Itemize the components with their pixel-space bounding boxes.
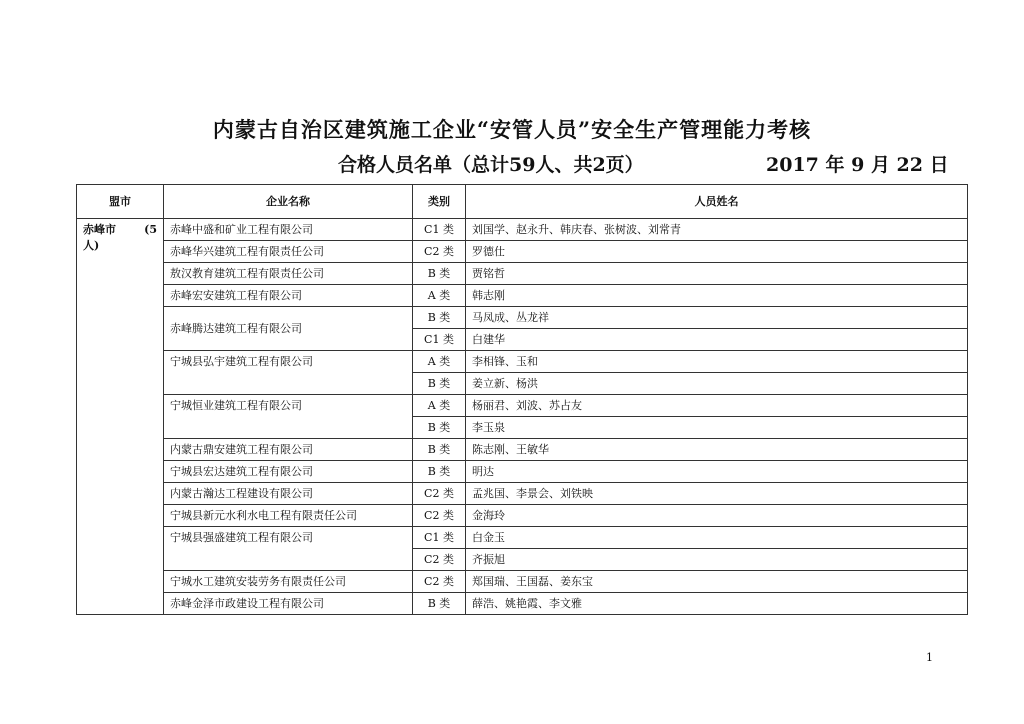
personnel-table — [76, 184, 968, 615]
table-row — [77, 483, 968, 505]
type-cell: C1 类 — [413, 219, 466, 241]
table-row — [77, 439, 968, 461]
type-cell: C2 类 — [413, 571, 466, 593]
type-cell: C2 类 — [413, 241, 466, 263]
company-cell: 内蒙古鼎安建筑工程有限公司 — [164, 439, 413, 461]
type-cell: B 类 — [413, 461, 466, 483]
city-suffix: 人) — [83, 239, 100, 252]
names-cell: 白金玉 — [466, 527, 968, 549]
names-cell: 陈志刚、王敏华 — [466, 439, 968, 461]
table-row — [77, 241, 968, 263]
header-names: 人员姓名 — [466, 185, 968, 219]
company-cell: 赤峰华兴建筑工程有限责任公司 — [164, 241, 413, 263]
company-cell: 敖汉教育建筑工程有限责任公司 — [164, 263, 413, 285]
table-header-row — [77, 185, 968, 219]
type-cell: A 类 — [413, 285, 466, 307]
table-row — [77, 527, 968, 549]
company-cell: 宁城县新元水利水电工程有限责任公司 — [164, 505, 413, 527]
type-cell: C1 类 — [413, 527, 466, 549]
table-row — [77, 285, 968, 307]
table-row — [77, 395, 968, 417]
table-body — [77, 219, 968, 615]
names-cell: 贾铭哲 — [466, 263, 968, 285]
document-date: 2017 年 9 月 22 日 — [766, 154, 949, 176]
table-row — [77, 307, 968, 329]
type-cell: C2 类 — [413, 549, 466, 571]
type-cell: C1 类 — [413, 329, 466, 351]
names-cell: 罗德仕 — [466, 241, 968, 263]
names-cell: 郑国瑞、王国磊、姜东宝 — [466, 571, 968, 593]
type-cell: B 类 — [413, 439, 466, 461]
type-cell: C2 类 — [413, 483, 466, 505]
company-cell: 赤峰宏安建筑工程有限公司 — [164, 285, 413, 307]
document-subtitle: 合格人员名单（总计59人、共2页） — [338, 154, 644, 176]
names-cell: 齐振旭 — [466, 549, 968, 571]
type-cell: A 类 — [413, 351, 466, 373]
type-cell: B 类 — [413, 263, 466, 285]
table-row — [77, 461, 968, 483]
names-cell: 杨丽君、刘波、苏占友 — [466, 395, 968, 417]
names-cell: 白建华 — [466, 329, 968, 351]
company-cell: 赤峰腾达建筑工程有限公司 — [164, 307, 413, 351]
header-city: 盟市 — [77, 185, 164, 219]
city-count: (5 — [144, 223, 157, 236]
names-cell: 孟兆国、李景会、刘铁映 — [466, 483, 968, 505]
table-row — [77, 571, 968, 593]
company-cell: 宁城水工建筑安装劳务有限责任公司 — [164, 571, 413, 593]
company-cell: 赤峰金泽市政建设工程有限公司 — [164, 593, 413, 615]
type-cell: B 类 — [413, 307, 466, 329]
names-cell: 金海玲 — [466, 505, 968, 527]
names-cell: 姜立新、杨洪 — [466, 373, 968, 395]
company-cell: 宁城县强盛建筑工程有限公司 — [164, 527, 413, 571]
document-title: 内蒙古自治区建筑施工企业“安管人员”安全生产管理能力考核 — [212, 117, 812, 142]
company-cell: 赤峰中盛和矿业工程有限公司 — [164, 219, 413, 241]
table-row — [77, 593, 968, 615]
type-cell: B 类 — [413, 593, 466, 615]
company-cell: 宁城恒业建筑工程有限公司 — [164, 395, 413, 439]
header-type: 类别 — [413, 185, 466, 219]
page-number: 1 — [926, 651, 933, 664]
names-cell: 李相锋、玉和 — [466, 351, 968, 373]
company-cell: 宁城县宏达建筑工程有限公司 — [164, 461, 413, 483]
company-cell: 内蒙古瀚达工程建设有限公司 — [164, 483, 413, 505]
names-cell: 刘国学、赵永升、韩庆春、张树波、刘常青 — [466, 219, 968, 241]
header-company: 企业名称 — [164, 185, 413, 219]
table-row — [77, 505, 968, 527]
names-cell: 韩志刚 — [466, 285, 968, 307]
city-cell — [77, 219, 164, 615]
names-cell: 明达 — [466, 461, 968, 483]
table-row — [77, 219, 968, 241]
type-cell: A 类 — [413, 395, 466, 417]
city-name: 赤峰市 — [83, 223, 116, 236]
table-row — [77, 351, 968, 373]
names-cell: 薛浩、姚艳霞、李文雅 — [466, 593, 968, 615]
type-cell: B 类 — [413, 417, 466, 439]
type-cell: C2 类 — [413, 505, 466, 527]
table-row — [77, 263, 968, 285]
names-cell: 马凤成、丛龙祥 — [466, 307, 968, 329]
type-cell: B 类 — [413, 373, 466, 395]
company-cell: 宁城县弘宇建筑工程有限公司 — [164, 351, 413, 395]
names-cell: 李玉泉 — [466, 417, 968, 439]
